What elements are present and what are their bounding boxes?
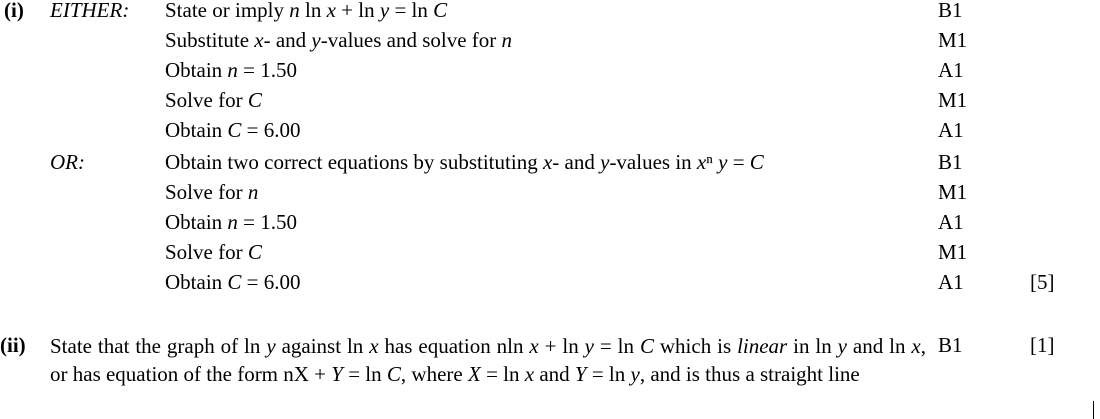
part-i-or-line-1	[0, 152, 1100, 173]
part-ii-text: State that the graph of ln y against ln x has equation nln x + ln y = ln C which is linear in ln y and ln x, or has equation of the form nX + Y = ln C, where X = ln x and Y = ln y, and is thus a straight line	[50, 334, 926, 386]
section-gap-extra	[0, 319, 1100, 333]
part-i-or-line-4	[0, 242, 1100, 263]
or-line-1-mark: B1	[938, 150, 963, 174]
part-i-either-block	[0, 0, 1100, 141]
part-i-either-line-1	[0, 0, 1100, 21]
either-line-3-text: Obtain n = 1.50	[165, 58, 297, 82]
or-line-5-mark: A1	[938, 270, 964, 294]
or-line-5-total: [5]	[1030, 270, 1055, 294]
or-line-4-text: Solve for C	[165, 240, 262, 264]
part-i-label: (i)	[4, 0, 24, 22]
either-line-4-text: Solve for C	[165, 88, 262, 112]
part-i-or-line-3	[0, 212, 1100, 233]
either-line-2-text: Substitute x- and y-values and solve for n	[165, 28, 513, 52]
part-ii-total: [1]	[1030, 333, 1055, 357]
either-line-4-mark: M1	[938, 88, 968, 112]
part-ii-label: (ii)	[0, 333, 26, 357]
part-i-either-line-4	[0, 90, 1100, 111]
either-line-2-mark: M1	[938, 28, 968, 52]
or-line-2-text: Solve for n	[165, 180, 259, 204]
either-line-5-text: Obtain C = 6.00	[165, 118, 301, 142]
part-ii-block	[0, 333, 1100, 388]
or-line-1-text: Obtain two correct equations by substituting x- and y-values in xⁿ y = C	[165, 150, 764, 174]
part-i-or-block	[0, 152, 1100, 293]
either-label: EITHER:	[50, 0, 130, 22]
either-line-1-mark: B1	[938, 0, 963, 22]
section-gap	[0, 293, 1100, 319]
either-line-3-mark: A1	[938, 58, 964, 82]
either-line-1-text: State or imply n ln x + ln y = ln C	[165, 0, 448, 22]
or-line-3-mark: A1	[938, 210, 964, 234]
part-i-or-line-2	[0, 182, 1100, 203]
page-edge-tick	[1093, 401, 1094, 419]
part-i-either-line-5	[0, 120, 1100, 141]
or-line-5-text: Obtain C = 6.00	[165, 270, 301, 294]
or-label: OR:	[50, 150, 85, 174]
or-line-3-text: Obtain n = 1.50	[165, 210, 297, 234]
part-i-or-line-5	[0, 272, 1100, 293]
or-line-4-mark: M1	[938, 240, 968, 264]
or-line-2-mark: M1	[938, 180, 968, 204]
part-i-either-line-2	[0, 30, 1100, 51]
either-line-5-mark: A1	[938, 118, 964, 142]
part-i-either-line-3	[0, 60, 1100, 81]
part-ii-mark: B1	[938, 333, 963, 357]
